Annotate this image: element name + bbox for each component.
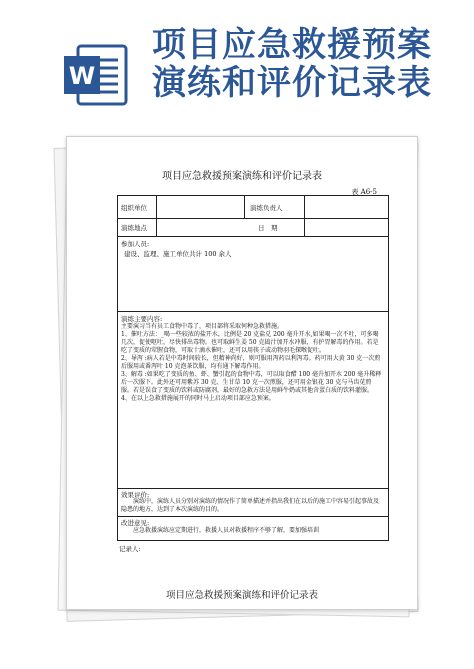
banner-title [152, 26, 452, 102]
effect-label: 效果评价: [121, 491, 150, 499]
participants-text: 建设、监理、施工单位共计 100 余人 [124, 250, 232, 258]
form-number: 表 A6-5 [351, 188, 377, 196]
content-paragraph: 4、在以上急救措施展开的同时马上启动项目部应急预案。 [121, 395, 275, 402]
footer-title: 项目应急救援预案演练和评价记录表 [165, 590, 318, 601]
row-effect [118, 488, 388, 517]
org-label: 组织单位 [121, 204, 147, 212]
document-page [66, 136, 418, 610]
banner [0, 0, 474, 130]
word-document-icon [58, 38, 132, 112]
content-paragraph: 主要演习当有员工食物中毒了，项目部将采取何种急救措施。 [121, 323, 284, 330]
improve-label: 改进意见: [121, 519, 150, 527]
record-form-table [117, 195, 389, 541]
row-org [118, 196, 388, 219]
recorder-label: 记录人: [119, 545, 141, 553]
leader-label: 演练负责人 [250, 204, 283, 212]
row-content [118, 311, 388, 489]
row-participants [118, 236, 388, 312]
content-body [121, 323, 383, 403]
participants-label: 参加人员: [121, 240, 150, 248]
banner-title-line2: 演练和评价记录表 [152, 63, 432, 103]
content-paragraph: 3、解毒 :如果吃了变质的鱼、虾、蟹引起的食物中毒，可以取食醋 100 毫升加开水 200 毫升稀释后一次服下。此外还可用紫苏 30 克、生甘草 10 克一次煎服，还可用金银花 30 克与马齿苋煎服。若是误食了变质的饮料或防腐剂，最好的急救方法是用鲜牛奶或其他含蛋白质的饮料灌服。 [121, 371, 382, 394]
content-paragraph: 1、催吐方法：_喝一些较浓的盐开水，比例是 20 克盐兑 200 毫升开水,如果喝一次不吐，可多喝几次，促使呕吐，尽快排出毒物。也可取鲜生姜 50 克捣汁加开水冲服，有护胃解毒的作用。若是吃了变质的荤腥食物，可取十滴水催吐，还可以用筷子或动物羽毛探喉促吐。 [121, 331, 379, 354]
effect-text: 演练中，演练人员分别对演练的情况作了简单描述并指出我们在以后的施工中容易引起事故及隐患的地方，达到了本次演练的目的。 [121, 498, 380, 513]
improve-text: 应急救援演练应定期进行，救援人员对救援程序不够了解，要加强培训 [133, 527, 320, 534]
row-improve [118, 516, 388, 540]
date-label: 日 期 [258, 224, 278, 232]
svg-text:W: W [68, 62, 96, 90]
content-paragraph: 2、导泻 :病人若是中毒时间较长，但精神尚好，则可服用泻药以利泻毒。药可用大黄 30 克一次煎后服用或番泻叶 10 克泡茶饮服，均有通下解毒作用。 [121, 355, 381, 370]
location-label: 演练地点 [121, 224, 147, 232]
row-location [118, 218, 388, 237]
content-label: 演练主要内容: [121, 315, 163, 323]
banner-title-line1: 项目应急救援预案 [152, 25, 432, 65]
document-title: 项目应急救援预案演练和评价记录表 [162, 171, 322, 182]
